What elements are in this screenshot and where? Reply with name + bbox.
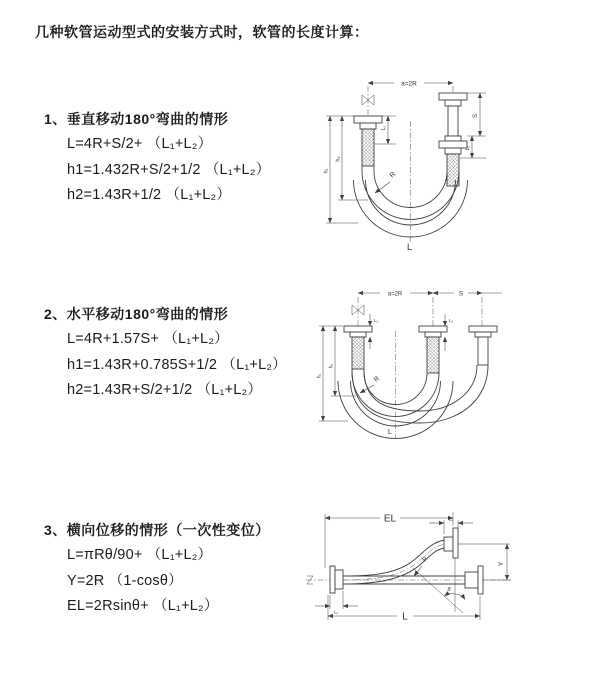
d3-length-label: L — [402, 611, 408, 623]
d1-h2-label: h₂ — [335, 156, 342, 162]
formula-h2: h2=1.43R+S/2+1/2 （L₁+L₂） — [67, 382, 263, 398]
diagram-vertical-180-bend — [310, 66, 550, 261]
d3-l2-label: L₂ — [448, 516, 454, 522]
radius-construction-line — [413, 568, 463, 613]
flange-fitting — [419, 326, 447, 332]
braided-hose-section — [362, 129, 374, 166]
formula-L: L=4R+S/2+ （L₁+L₂） — [67, 136, 213, 152]
flange-hub — [465, 572, 478, 588]
flange-plate — [330, 566, 335, 593]
d2-l1-label: L₁ — [374, 318, 379, 323]
d1-s-label: S — [473, 113, 479, 119]
flange-neck — [360, 123, 376, 129]
angle-arc — [455, 594, 465, 600]
d2-radius-label: R — [372, 375, 381, 384]
formula-EL: EL=2Rsinθ+ （L₁+L₂） — [67, 598, 219, 614]
formula-L: L=4R+1.57S+ （L₁+L₂） — [67, 331, 229, 347]
flange-plate — [478, 566, 483, 594]
section-3-heading: 3、横向位移的情形（一次性变位） — [44, 522, 270, 538]
braided-hose-section — [447, 154, 459, 186]
d2-h1-label: h₁ — [316, 373, 323, 379]
diagram-horizontal-180-bend — [308, 281, 558, 446]
section-2-heading: 2、水平移动180°弯曲的情形 — [44, 306, 229, 322]
formula-Y: Y=2R （1-cosθ） — [67, 572, 183, 589]
d1-l2-label: L₂ — [465, 145, 471, 151]
flange-neck — [445, 136, 461, 141]
flange-neck — [350, 332, 366, 337]
flange-fitting — [439, 93, 467, 100]
section-vertical-movement — [44, 106, 270, 209]
hose-end-displaced — [478, 337, 488, 365]
flange-fitting — [439, 141, 467, 148]
diagram-lateral-displacement — [300, 500, 590, 660]
section-horizontal-movement — [44, 301, 287, 404]
d1-radius-label: R — [388, 170, 398, 180]
d3-el-label: EL — [383, 513, 397, 525]
formula-h1: h1=1.43R+0.785S+1/2 （L₁+L₂） — [67, 356, 287, 373]
braided-hose-section — [352, 337, 364, 369]
d2-dim-a2r-label: a=2R — [387, 291, 403, 298]
flange-fitting — [344, 326, 372, 332]
d3-theta-label: θ — [447, 587, 451, 593]
formula-L: L=πRθ/90+ （L₁+L₂） — [67, 547, 213, 563]
angle-arc — [445, 594, 456, 596]
d2-dim-s-label: S — [458, 290, 464, 298]
d3-radius-label: R — [421, 555, 430, 564]
hose-curve-wall — [343, 540, 445, 576]
formula-h2: h2=1.43R+1/2 （L₁+L₂） — [67, 187, 232, 203]
flange-neck — [445, 148, 461, 154]
d1-h1-label: h₁ — [323, 168, 330, 174]
section-1-heading: 1、垂直移动180°弯曲的情形 — [44, 111, 229, 127]
d2-l2-label: L₂ — [449, 318, 454, 323]
radius-leader-line — [375, 182, 390, 193]
flange-neck — [425, 332, 441, 337]
d2-length-label: L — [388, 429, 392, 436]
hose-displaced-inner — [364, 365, 477, 411]
braided-hose-section — [427, 337, 439, 373]
flange-hub — [444, 537, 453, 551]
flange-neck — [475, 332, 491, 337]
d2-h2-label: h₂ — [328, 363, 335, 369]
flange-hub — [335, 570, 343, 589]
d3-y-label: Y — [498, 561, 505, 567]
d1-dim-a2r-label: a=2R — [401, 80, 417, 88]
flange-fitting — [469, 326, 497, 332]
d1-length-label: L — [407, 242, 413, 252]
d1-l1-label: L₁ — [381, 125, 387, 131]
radius-leader-line — [414, 566, 422, 576]
hose-curve-wall — [343, 548, 445, 584]
d3-l1-label: L₁ — [333, 609, 339, 615]
section-lateral-displacement — [44, 517, 270, 620]
page-title: 几种软管运动型式的安装方式时，软管的长度计算： — [35, 24, 369, 40]
flange-plate — [453, 528, 458, 558]
rigid-pipe — [448, 106, 458, 136]
flange-fitting — [354, 116, 382, 123]
formula-h1: h1=1.432R+S/2+1/2 （L₁+L₂） — [67, 161, 271, 178]
flange-neck — [445, 100, 461, 106]
